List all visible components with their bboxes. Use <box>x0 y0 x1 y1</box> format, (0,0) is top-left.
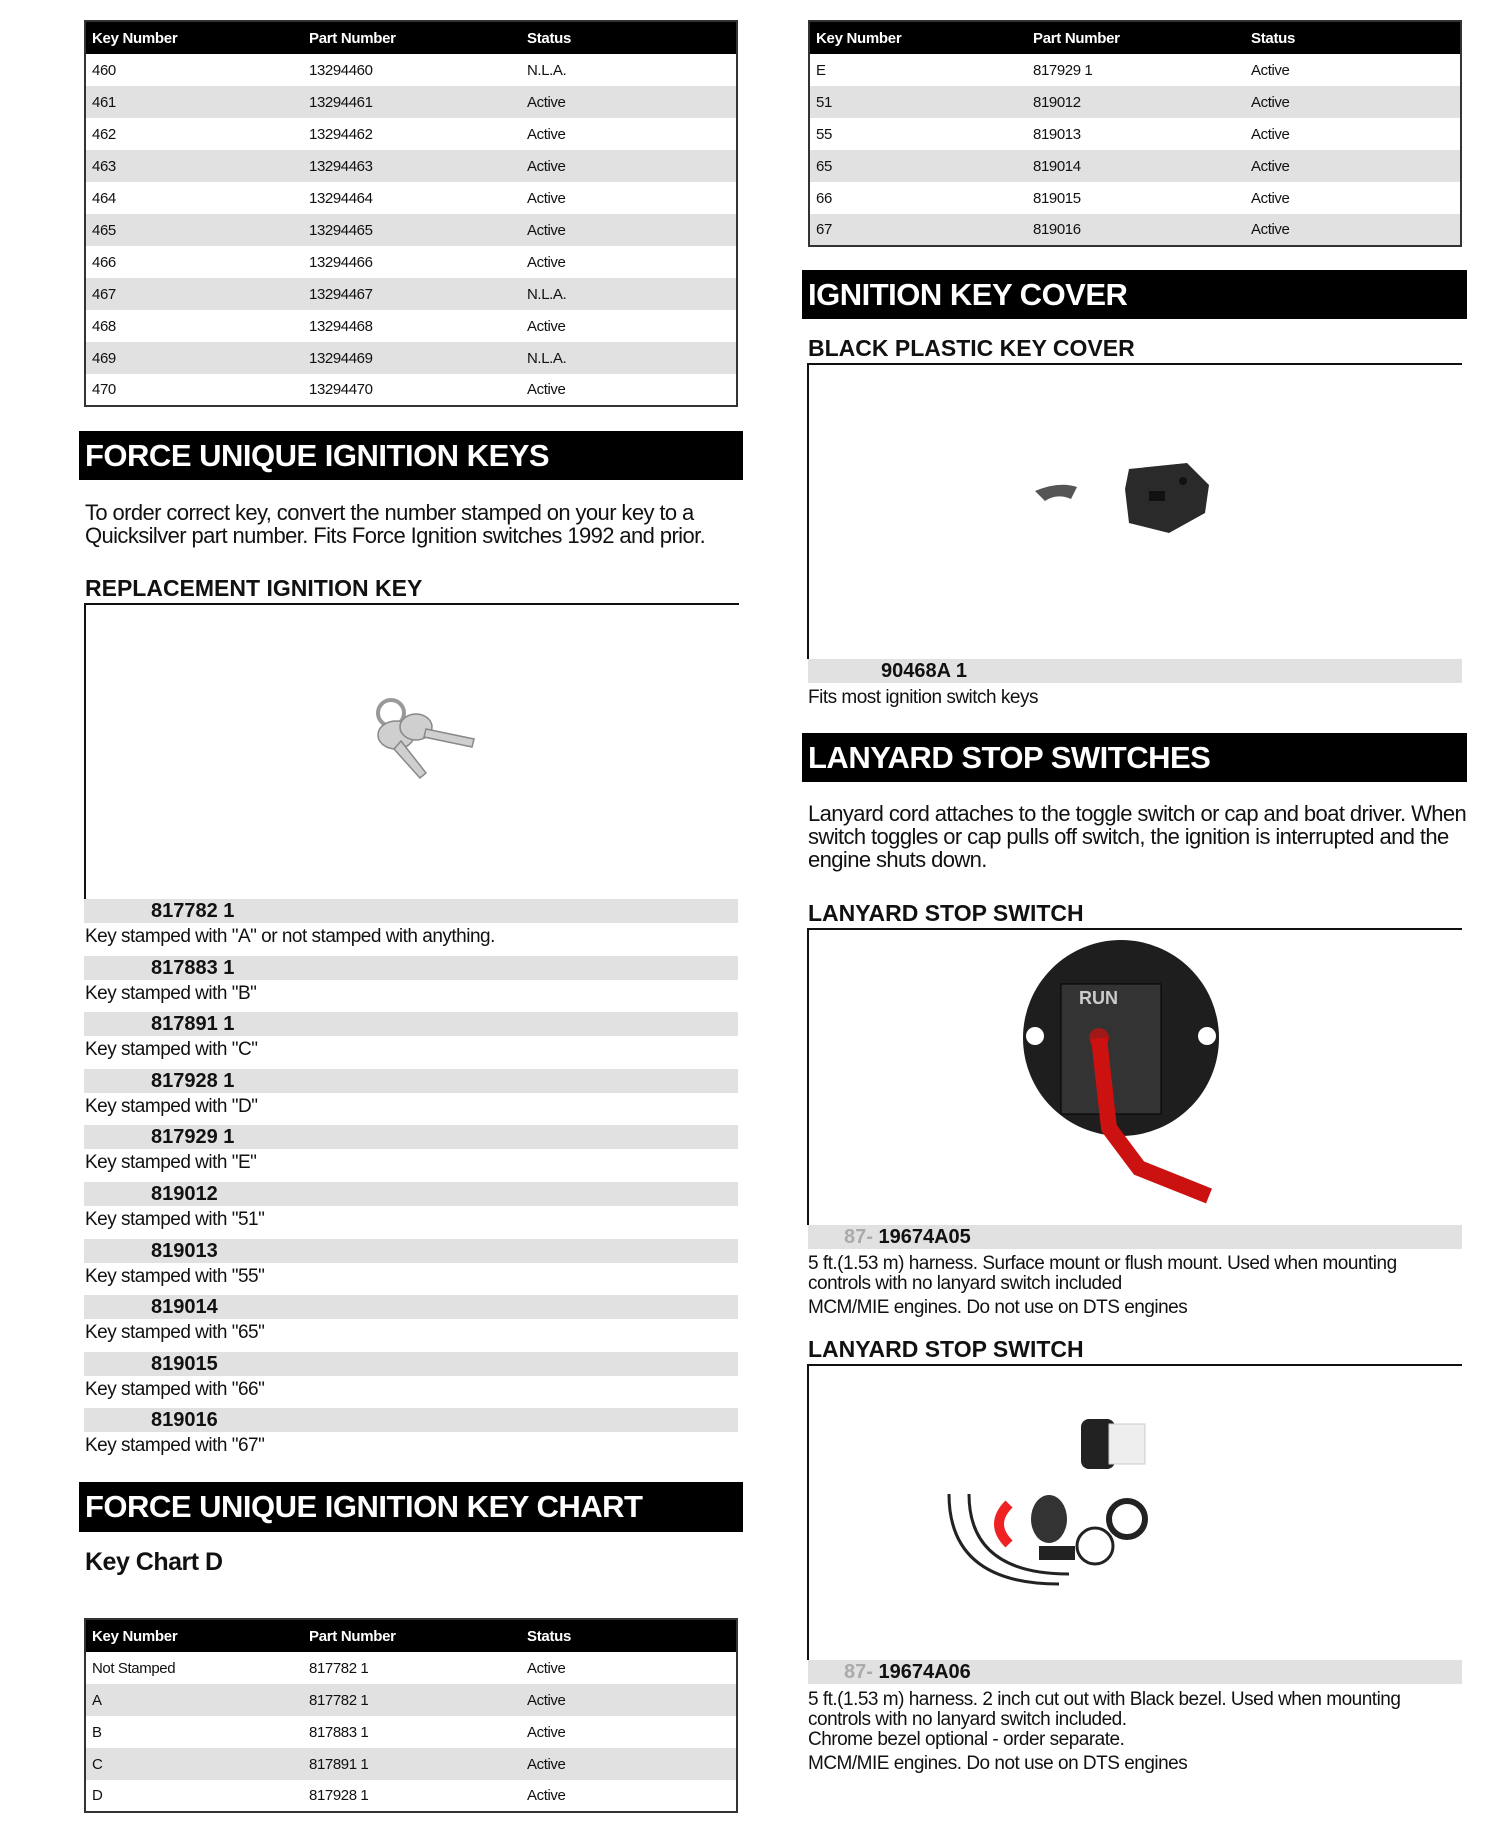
lanyard-part-row-2 <box>808 1660 1462 1684</box>
table-row <box>85 1780 737 1812</box>
part-prefix: 87- <box>844 1661 873 1683</box>
table-cell: 817883 1 <box>309 1723 369 1741</box>
table-row <box>85 182 737 214</box>
table-row <box>85 246 737 278</box>
table-row <box>85 342 737 374</box>
table-row <box>809 54 1461 86</box>
table-cell: 13294467 <box>303 278 521 310</box>
table-row <box>85 1652 737 1684</box>
table-cell: 819014 <box>1027 150 1245 182</box>
table-row <box>85 278 737 310</box>
key-cover-subtitle: BLACK PLASTIC KEY COVER <box>808 335 1462 365</box>
table-cell: Active <box>521 1748 737 1780</box>
desc-line: MCM/MIE engines. Do not use on DTS engines <box>808 1753 1188 1774</box>
table-row <box>85 118 737 150</box>
key-cover-part-row <box>808 659 1462 683</box>
table-cell: Active <box>1245 86 1461 118</box>
table-cell: Active <box>521 86 737 118</box>
table-row <box>85 310 737 342</box>
replacement-key-subtitle: REPLACEMENT IGNITION KEY <box>85 575 739 605</box>
table-cell: Not Stamped <box>92 1659 176 1677</box>
table-cell: 819013 <box>1033 125 1081 143</box>
table-cell: 819012 <box>1027 86 1245 118</box>
table-cell: 55 <box>816 125 832 143</box>
part-number: 19674A06 <box>878 1661 971 1683</box>
table-row <box>85 374 737 406</box>
key-desc: Key stamped with "66" <box>85 1378 265 1400</box>
key-desc: Key stamped with "55" <box>85 1265 265 1287</box>
key-part-row <box>84 1125 738 1149</box>
table-cell: 13294469 <box>303 342 521 374</box>
table-cell: 13294464 <box>309 189 373 207</box>
desc-line: Chrome bezel optional - order separate. <box>808 1729 1125 1750</box>
table-row <box>809 118 1461 150</box>
table-cell: 13294461 <box>303 86 521 118</box>
lanyard-switch-image <box>807 928 1462 1225</box>
lanyard-subtitle-2: LANYARD STOP SWITCH <box>808 1336 1462 1366</box>
table-cell: 817928 1 <box>309 1787 369 1804</box>
table-cell: 819016 <box>1027 214 1245 246</box>
table-cell: 13294462 <box>309 125 373 143</box>
table-cell: 461 <box>85 86 303 118</box>
part-number: 817929 1 <box>151 1126 235 1149</box>
key-part-row <box>84 899 738 923</box>
table-row <box>809 214 1461 246</box>
col-header: Key Number <box>85 1619 303 1652</box>
col-header: Part Number <box>303 21 521 54</box>
part-number: 819016 <box>151 1409 218 1432</box>
table-cell: 468 <box>92 317 116 335</box>
table-cell: B <box>92 1723 102 1741</box>
table-cell: 817929 1 <box>1033 61 1093 79</box>
key-desc: Key stamped with "A" or not stamped with anything. <box>85 926 495 947</box>
col-header: Part Number <box>303 1619 521 1652</box>
part-number: 819015 <box>151 1352 218 1375</box>
table-cell: 464 <box>92 189 116 207</box>
key-part-row <box>84 1012 738 1036</box>
table-row <box>85 150 737 182</box>
table-cell: 13294466 <box>309 253 373 271</box>
key-cover-desc: Fits most ignition switch keys <box>808 687 1038 708</box>
lanyard-desc-1 <box>808 1254 1428 1318</box>
table-cell: Active <box>1245 150 1461 182</box>
table-cell: 469 <box>85 342 303 374</box>
table-cell: 67 <box>809 214 1027 246</box>
part-number: 817883 1 <box>151 956 235 979</box>
table-cell: 466 <box>92 253 116 271</box>
key-chart-table <box>84 1618 738 1813</box>
table-cell: Active <box>527 1723 566 1741</box>
key-part-row <box>84 1182 738 1206</box>
key-desc: Key stamped with "67" <box>85 1435 265 1457</box>
desc-line: MCM/MIE engines. Do not use on DTS engines <box>808 1297 1188 1318</box>
table-cell: 13294468 <box>309 317 373 335</box>
table-cell: Active <box>527 125 566 143</box>
key-desc: Key stamped with "D" <box>85 1095 258 1117</box>
key-chart-subtitle: Key Chart D <box>85 1548 223 1576</box>
table-row <box>85 1716 737 1748</box>
table-cell: Active <box>521 150 737 182</box>
table-cell: D <box>92 1787 103 1804</box>
table-cell: Active <box>1251 189 1290 207</box>
part-number: 19674A05 <box>878 1226 971 1248</box>
table-cell: Active <box>527 317 566 335</box>
lanyard-kit-image <box>807 1364 1462 1660</box>
table-cell: 13294463 <box>303 150 521 182</box>
part-number: 817928 1 <box>151 1069 235 1092</box>
table-cell: 66 <box>816 189 832 207</box>
key-part-row <box>84 956 738 980</box>
part-number: 819013 <box>151 1239 218 1262</box>
table-cell: 462 <box>92 125 116 143</box>
lanyard-desc-2 <box>808 1690 1428 1774</box>
section-header-force-keys: FORCE UNIQUE IGNITION KEYS <box>79 431 743 480</box>
lanyard-part-row-1 <box>808 1225 1462 1249</box>
part-number: 817891 1 <box>151 1013 235 1036</box>
parts-table-top-left <box>84 20 738 407</box>
table-cell: 465 <box>85 214 303 246</box>
svg-text:RUN: RUN <box>1079 988 1118 1008</box>
table-cell: E <box>816 61 826 79</box>
table-cell: A <box>85 1684 303 1716</box>
parts-table-top-right <box>808 20 1462 247</box>
table-cell: 817782 1 <box>303 1684 521 1716</box>
col-header: Key Number <box>85 21 303 54</box>
table-cell: N.L.A. <box>521 278 737 310</box>
part-number: 819014 <box>151 1296 218 1319</box>
table-cell: 65 <box>809 150 1027 182</box>
section-header-key-cover: IGNITION KEY COVER <box>802 270 1467 319</box>
table-cell: Active <box>527 1659 566 1677</box>
key-part-row <box>84 1408 738 1432</box>
table-cell: Active <box>527 253 566 271</box>
table-cell: 51 <box>809 86 1027 118</box>
table-cell: 470 <box>92 381 116 398</box>
col-header: Status <box>521 21 737 54</box>
table-cell: N.L.A. <box>521 342 737 374</box>
table-row <box>85 1684 737 1716</box>
col-header: Status <box>521 1619 737 1652</box>
table-cell: Active <box>527 1787 566 1804</box>
part-number: 90468A 1 <box>881 660 967 682</box>
table-cell: Active <box>1245 214 1461 246</box>
table-cell: Active <box>527 381 566 398</box>
table-cell: 817782 1 <box>309 1659 369 1677</box>
table-cell: Active <box>521 214 737 246</box>
key-part-row <box>84 1069 738 1093</box>
desc-line: 5 ft.(1.53 m) harness. 2 inch cut out with Black bezel. Used when mounting controls with no lanyard switch included. <box>808 1689 1401 1730</box>
part-prefix: 87- <box>844 1226 873 1248</box>
key-desc: Key stamped with "65" <box>85 1322 265 1344</box>
key-cover-image <box>807 363 1462 659</box>
key-desc: Key stamped with "51" <box>85 1209 265 1230</box>
table-cell: Active <box>1251 125 1290 143</box>
desc-line: 5 ft.(1.53 m) harness. Surface mount or flush mount. Used when mounting controls with no lanyard switch included <box>808 1253 1397 1294</box>
table-row <box>809 86 1461 118</box>
part-number: 817782 1 <box>151 900 235 922</box>
key-desc: Key stamped with "B" <box>85 982 257 1004</box>
table-cell: Active <box>1251 61 1290 79</box>
table-row <box>85 86 737 118</box>
table-cell: N.L.A. <box>527 61 567 79</box>
col-header: Status <box>1245 21 1461 54</box>
table-row <box>85 1748 737 1780</box>
key-part-row <box>84 1239 738 1263</box>
table-cell: 819015 <box>1033 189 1081 207</box>
table-cell: 463 <box>85 150 303 182</box>
table-row <box>85 54 737 86</box>
lanyard-subtitle-1: LANYARD STOP SWITCH <box>808 900 1462 930</box>
table-cell: 13294460 <box>309 61 373 79</box>
table-cell: 460 <box>92 61 116 79</box>
table-cell: 13294470 <box>309 381 373 398</box>
table-cell: 13294465 <box>303 214 521 246</box>
key-desc: Key stamped with "E" <box>85 1152 257 1174</box>
ignition-keys-image <box>84 603 738 899</box>
table-row <box>809 182 1461 214</box>
part-number: 819012 <box>151 1183 218 1205</box>
table-cell: C <box>85 1748 303 1780</box>
table-cell: 817891 1 <box>303 1748 521 1780</box>
key-part-row <box>84 1295 738 1319</box>
col-header: Part Number <box>1027 21 1245 54</box>
lanyard-intro: Lanyard cord attaches to the toggle switch or cap and boat driver. When switch toggles or cap pulls off switch, the ignition is interrupted and the engine shuts down. <box>808 801 1467 872</box>
table-cell: 467 <box>85 278 303 310</box>
key-desc: Key stamped with "C" <box>85 1039 258 1061</box>
table-row <box>809 150 1461 182</box>
key-part-row <box>84 1352 738 1376</box>
table-cell: Active <box>527 189 566 207</box>
col-header: Key Number <box>809 21 1027 54</box>
force-keys-intro: To order correct key, convert the number stamped on your key to a Quicksilver part number. Fits Force Ignition switches 1992 and prior. <box>85 500 706 548</box>
table-cell: Active <box>521 1684 737 1716</box>
section-header-lanyard: LANYARD STOP SWITCHES <box>802 733 1467 782</box>
section-header-key-chart: FORCE UNIQUE IGNITION KEY CHART <box>79 1482 743 1532</box>
table-row <box>85 214 737 246</box>
